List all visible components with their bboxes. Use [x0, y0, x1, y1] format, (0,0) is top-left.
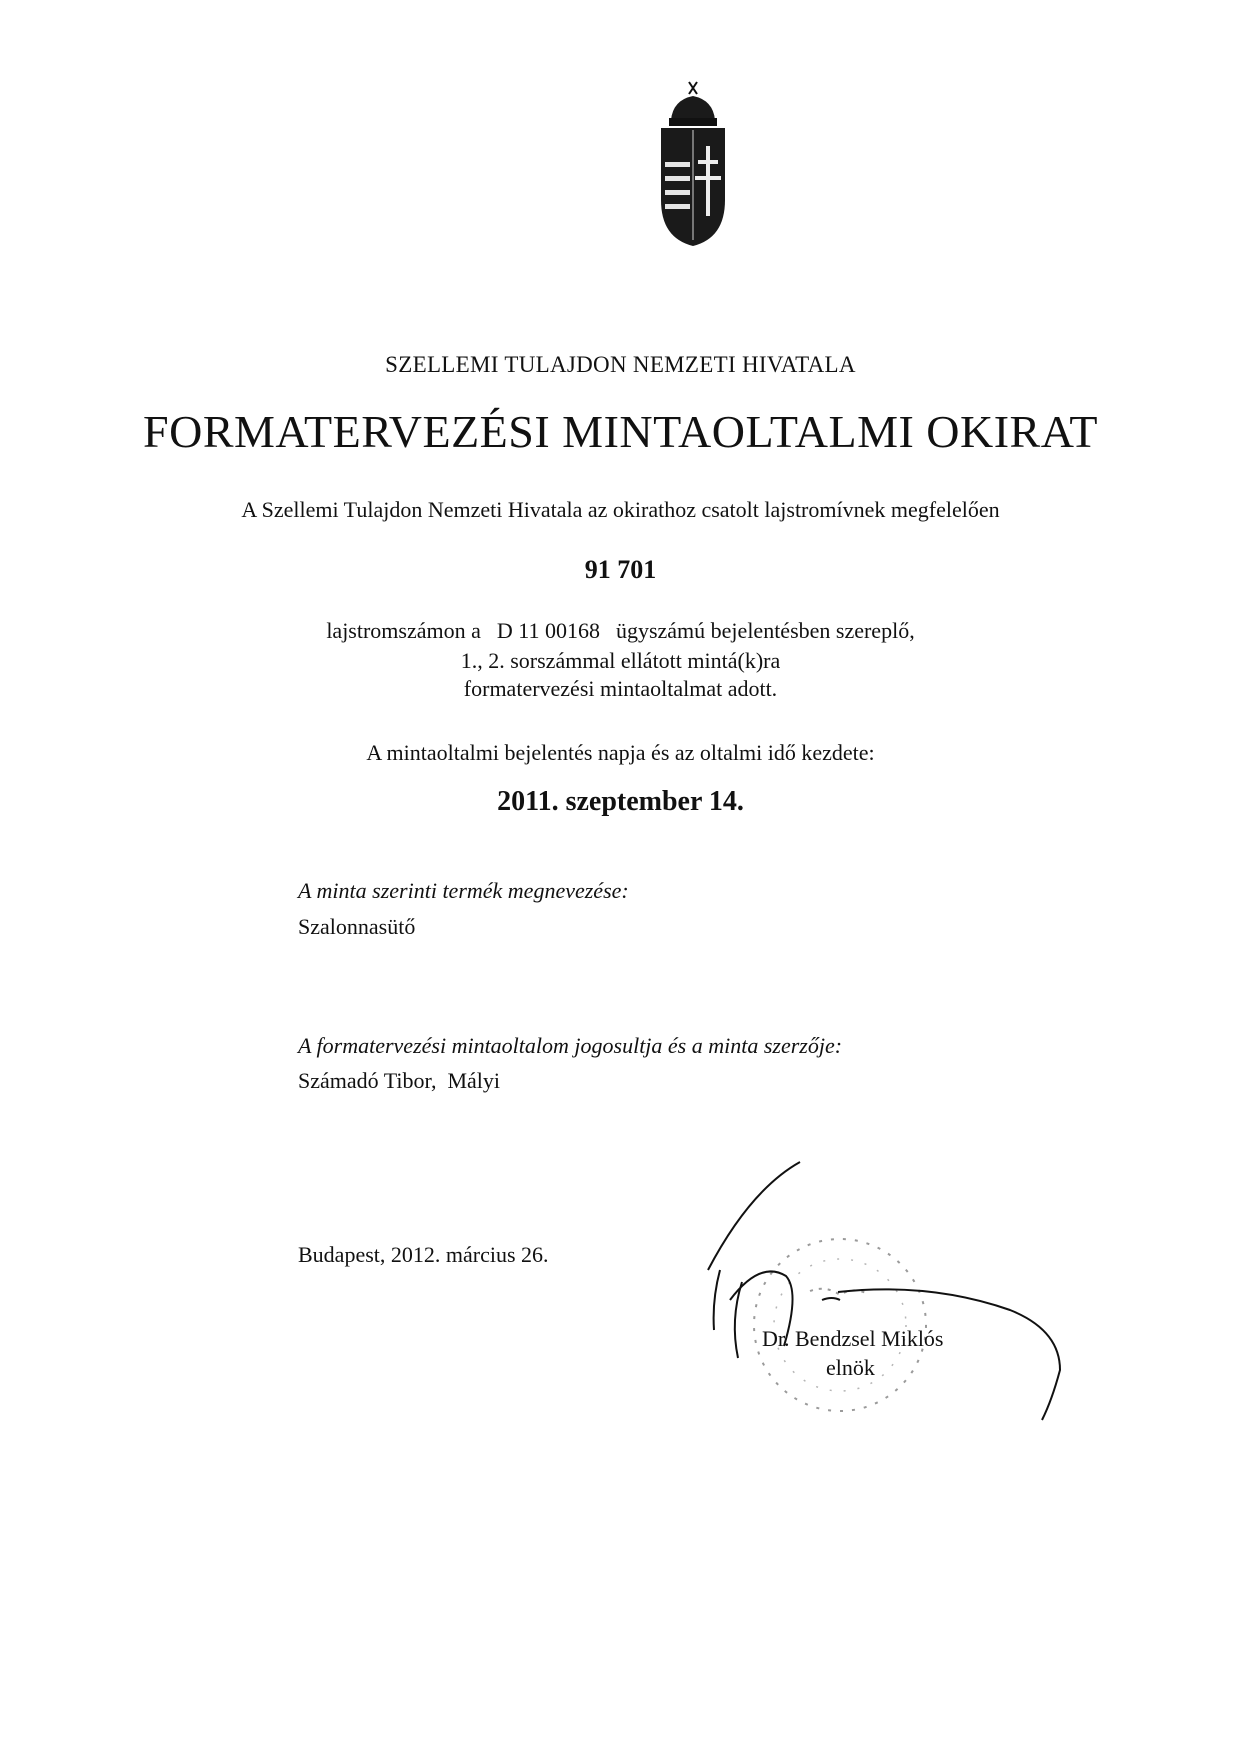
product-label: A minta szerinti termék megnevezése: — [298, 878, 629, 903]
granted-line: formatervezési mintaoltalmat adott. — [463, 676, 778, 701]
case-line-suffix: ügyszámú bejelentésben szereplő, — [615, 618, 915, 643]
filing-date: 2011. szeptember 14. — [497, 786, 744, 817]
registration-number: 91 701 — [584, 555, 657, 584]
product-value: Szalonnasütő — [298, 914, 416, 939]
filing-label: A mintaoltalmi bejelentés napja és az oltalmi idő kezdete: — [366, 740, 875, 765]
intro-text: A Szellemi Tulajdon Nemzeti Hivatala az okirathoz csatolt lajstromívnek megfelelően — [241, 497, 1000, 522]
designs-line: 1., 2. sorszámmal ellátott mintá(k)ra — [460, 648, 781, 673]
signature — [690, 1160, 1090, 1440]
coat-of-arms-icon — [651, 80, 735, 250]
case-number: D 11 00168 — [496, 618, 600, 643]
place-and-date: Budapest, 2012. március 26. — [298, 1242, 549, 1267]
owner-value: Számadó Tibor, Mályi — [298, 1068, 501, 1093]
case-line-prefix: lajstromszámon a — [326, 618, 481, 643]
signer-name: Dr. Bendzsel Miklós — [762, 1326, 944, 1351]
document-title: FORMATERVEZÉSI MINTAOLTALMI OKIRAT — [143, 406, 1098, 457]
owner-label: A formatervezési mintaoltalom jogosultja és a minta szerzője: — [298, 1033, 843, 1058]
case-line — [0, 618, 1241, 644]
signer-title: elnök — [826, 1355, 875, 1380]
issuer-name: SZELLEMI TULAJDON NEMZETI HIVATALA — [385, 352, 856, 377]
